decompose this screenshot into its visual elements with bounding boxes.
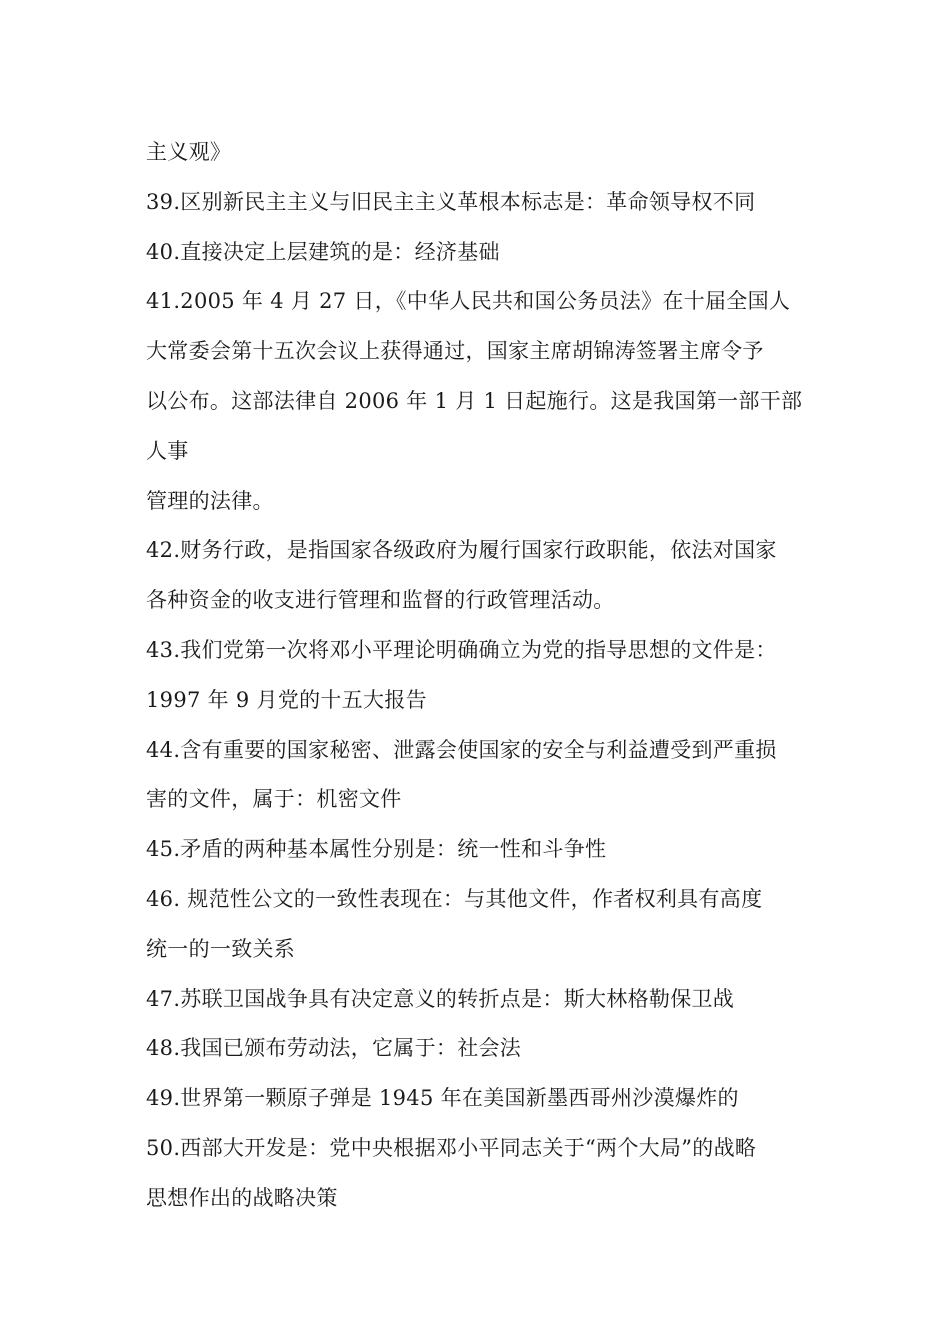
text-line: 43.我们党第一次将邓小平理论明确确立为党的指导思想的文件是：: [146, 637, 777, 662]
text-line: 39.区别新民主主义与旧民主主义革根本标志是：革命领导权不同: [146, 189, 756, 214]
text-line: 48.我国已颁布劳动法，它属于：社会法: [146, 1036, 522, 1061]
text-line: 主义观》: [146, 140, 232, 164]
text-line: 各种资金的收支进行管理和监督的行政管理活动。: [146, 588, 615, 613]
text-line: 思想作出的战略决策: [146, 1185, 338, 1210]
text-line: 40.直接决定上层建筑的是：经济基础: [146, 239, 500, 264]
text-line: 46. 规范性公文的一致性表现在：与其他文件，作者权利具有高度: [146, 886, 763, 911]
text-line: 管理的法律。: [146, 488, 274, 513]
text-line: 50.西部大开发是：党中央根据邓小平同志关于“两个大局”的战略: [146, 1135, 757, 1160]
text-line: 44.含有重要的国家秘密、泄露会使国家的安全与利益遭受到严重损: [146, 737, 777, 762]
document-body: [146, 128, 816, 1224]
text-line: 41.2005 年 4 月 27 日，《中华人民共和国公务员法》在十届全国人: [146, 289, 791, 314]
text-line: 人事: [146, 438, 189, 463]
text-line: 大常委会第十五次会议上获得通过，国家主席胡锦涛签署主席令予: [146, 339, 764, 364]
text-line: 统一的一致关系: [146, 936, 296, 961]
text-line: 47.苏联卫国战争具有决定意义的转折点是：斯大林格勒保卫战: [146, 986, 735, 1011]
text-line: 45.矛盾的两种基本属性分别是：统一性和斗争性: [146, 837, 607, 862]
text-line: 42.财务行政，是指国家各级政府为履行国家行政职能，依法对国家: [146, 538, 777, 563]
text-line: 害的文件，属于：机密文件: [146, 787, 402, 812]
text-line: 以公布。这部法律自 2006 年 1 月 1 日起施行。这是我国第一部干部: [146, 388, 803, 413]
text-line: 1997 年 9 月党的十五大报告: [146, 687, 427, 712]
text-line: 49.世界第一颗原子弹是 1945 年在美国新墨西哥州沙漠爆炸的: [146, 1086, 739, 1111]
